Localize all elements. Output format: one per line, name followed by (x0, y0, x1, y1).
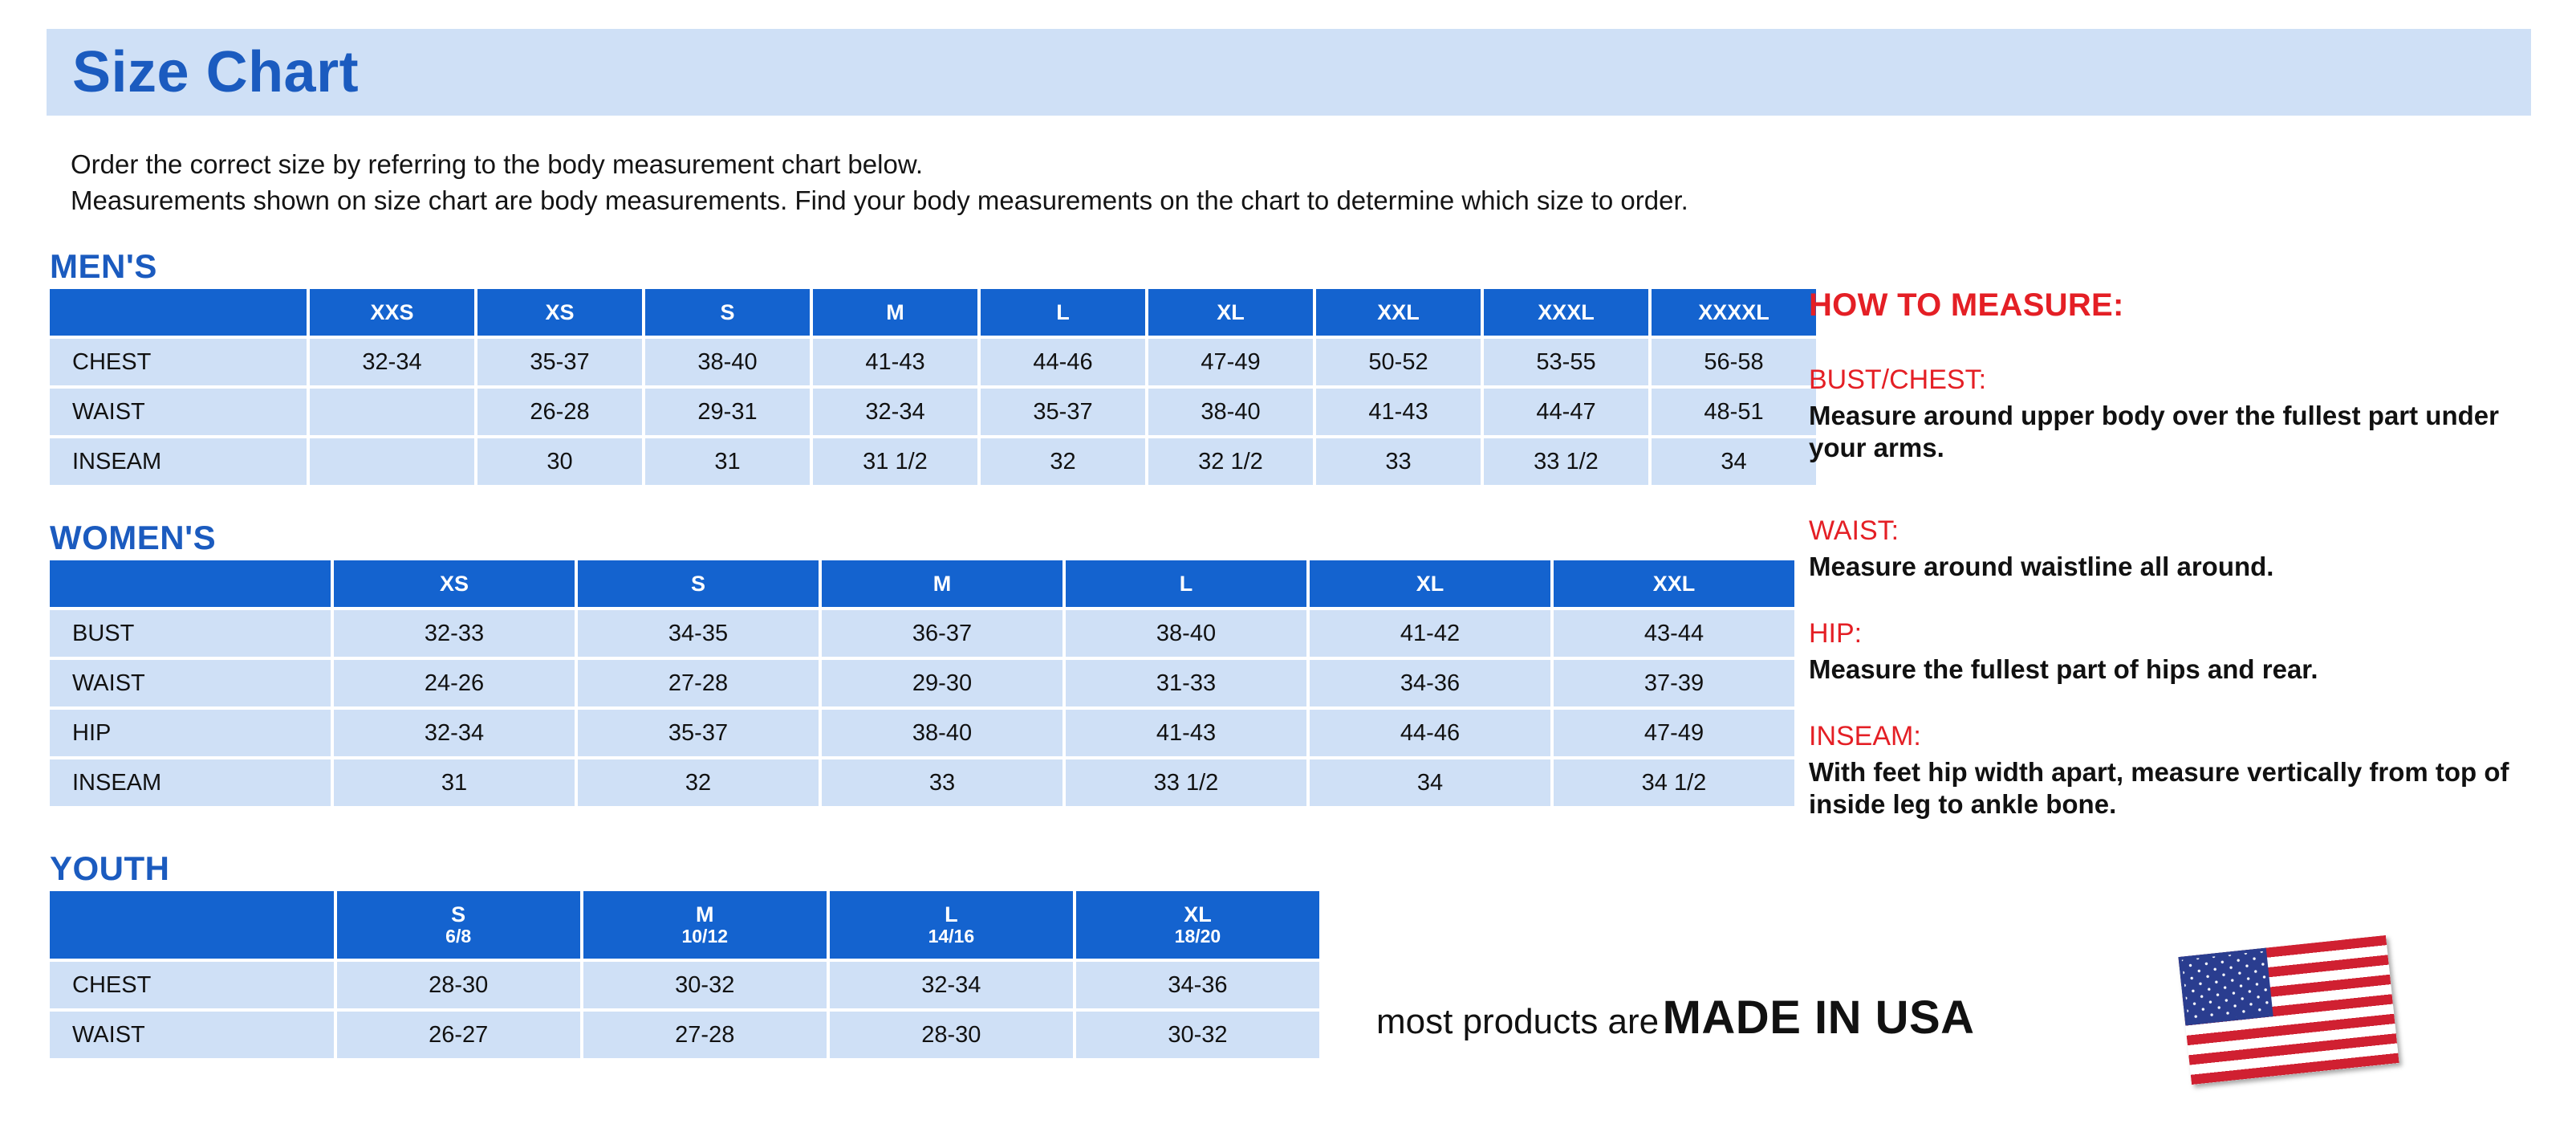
row-label-bust: BUST (50, 610, 331, 657)
cell: 38-40 (1066, 610, 1306, 657)
cell: 32 1/2 (1148, 438, 1313, 485)
cell: 31 (334, 759, 575, 806)
cell: 41-42 (1310, 610, 1550, 657)
column-header-s-main: S (451, 902, 466, 926)
row-label-waist: WAIST (50, 389, 307, 435)
cell: 44-46 (981, 339, 1145, 385)
page-title: Size Chart (72, 40, 360, 104)
column-header-m: M (822, 560, 1062, 607)
cell: 27-28 (583, 1012, 827, 1058)
measure-heading-waist: WAIST: (1809, 515, 1899, 546)
cell: 30-32 (1076, 1012, 1319, 1058)
cell: 31 (645, 438, 810, 485)
cell: 26-27 (337, 1012, 580, 1058)
section-title-womens: WOMEN'S (50, 519, 217, 556)
table-corner-cell (50, 891, 334, 959)
column-header-xxs: XXS (310, 289, 474, 336)
cell: 35-37 (981, 389, 1145, 435)
table-row (50, 438, 1816, 485)
cell: 38-40 (822, 710, 1062, 756)
cell: 44-47 (1484, 389, 1648, 435)
row-label-waist: WAIST (50, 660, 331, 706)
made-in-usa-prefix: most products are (1376, 1002, 1660, 1041)
usa-flag-icon (2178, 935, 2399, 1085)
row-label-chest: CHEST (50, 339, 307, 385)
column-header-xl (1076, 891, 1319, 959)
table-row (50, 1012, 1319, 1058)
intro-line-2: Measurements shown on size chart are body measurements. Find your body measurements on the chart to determine which size to order. (71, 185, 1688, 215)
row-label-chest: CHEST (50, 962, 334, 1008)
table-row (50, 759, 1794, 806)
measure-heading-hip: HIP: (1809, 618, 1863, 649)
cell: 28-30 (337, 962, 580, 1008)
womens-size-table (47, 557, 1798, 809)
flag-canton (2178, 948, 2273, 1026)
column-header-xxxl: XXXL (1484, 289, 1648, 336)
measure-body-bust-chest: Measure around upper body over the fullest part under your arms. (1809, 401, 2499, 462)
cell: 34-36 (1076, 962, 1319, 1008)
mens-size-table (47, 286, 1819, 488)
table-row (50, 610, 1794, 657)
table-header-row (50, 289, 1816, 336)
table-header-row (50, 891, 1319, 959)
table-row (50, 660, 1794, 706)
column-header-xxxxl: XXXXL (1652, 289, 1816, 336)
cell: 38-40 (1148, 389, 1313, 435)
measure-item-bust-chest (1809, 363, 2563, 464)
column-header-m-sub: 10/12 (681, 926, 729, 947)
cell: 32-33 (334, 610, 575, 657)
cell: 35-37 (477, 339, 642, 385)
cell: 24-26 (334, 660, 575, 706)
table-row (50, 389, 1816, 435)
column-header-s: S (645, 289, 810, 336)
column-header-xxl: XXL (1316, 289, 1481, 336)
cell: 29-31 (645, 389, 810, 435)
row-label-inseam: INSEAM (50, 438, 307, 485)
column-header-l: L (1066, 560, 1306, 607)
cell: 32-34 (334, 710, 575, 756)
cell: 34 (1310, 759, 1550, 806)
column-header-l-sub: 14/16 (928, 926, 975, 947)
youth-size-table (47, 888, 1323, 1061)
column-header-m: M (813, 289, 977, 336)
cell: 33 (1316, 438, 1481, 485)
measure-item-inseam (1809, 719, 2563, 820)
column-header-l-main: L (945, 902, 958, 926)
row-label-hip: HIP (50, 710, 331, 756)
measure-body-hip: Measure the fullest part of hips and rear. (1809, 654, 2318, 684)
section-title-youth: YOUTH (50, 849, 170, 887)
cell: 26-28 (477, 389, 642, 435)
cell: 36-37 (822, 610, 1062, 657)
cell: 34 1/2 (1554, 759, 1794, 806)
intro-text (71, 146, 2526, 218)
cell: 32-34 (310, 339, 474, 385)
how-to-measure-title: HOW TO MEASURE: (1809, 287, 2124, 323)
column-header-l (830, 891, 1073, 959)
cell (310, 389, 474, 435)
table-row (50, 962, 1319, 1008)
cell: 34 (1652, 438, 1816, 485)
cell: 30-32 (583, 962, 827, 1008)
cell: 50-52 (1316, 339, 1481, 385)
cell: 38-40 (645, 339, 810, 385)
cell: 33 1/2 (1484, 438, 1648, 485)
cell: 47-49 (1554, 710, 1794, 756)
column-header-xl-sub: 18/20 (1174, 926, 1221, 947)
cell: 47-49 (1148, 339, 1313, 385)
cell: 33 (822, 759, 1062, 806)
measure-body-inseam: With feet hip width apart, measure vertically from top of inside leg to ankle bone. (1809, 757, 2509, 819)
cell: 41-43 (1316, 389, 1481, 435)
measure-item-waist (1809, 514, 2563, 583)
cell: 29-30 (822, 660, 1062, 706)
intro-line-1: Order the correct size by referring to the body measurement chart below. (71, 149, 923, 179)
column-header-xs: XS (334, 560, 575, 607)
cell: 44-46 (1310, 710, 1550, 756)
measure-item-hip (1809, 617, 2563, 686)
cell: 32 (578, 759, 819, 806)
column-header-xl: XL (1148, 289, 1313, 336)
made-in-usa-emphasis: MADE IN USA (1662, 992, 1975, 1044)
column-header-s: S (578, 560, 819, 607)
cell: 35-37 (578, 710, 819, 756)
measure-heading-inseam: INSEAM: (1809, 721, 1921, 751)
column-header-s (337, 891, 580, 959)
cell: 37-39 (1554, 660, 1794, 706)
cell: 32-34 (813, 389, 977, 435)
cell: 34-35 (578, 610, 819, 657)
cell: 41-43 (1066, 710, 1306, 756)
table-header-row (50, 560, 1794, 607)
cell: 31-33 (1066, 660, 1306, 706)
cell: 33 1/2 (1066, 759, 1306, 806)
row-label-inseam: INSEAM (50, 759, 331, 806)
cell: 53-55 (1484, 339, 1648, 385)
column-header-m (583, 891, 827, 959)
cell: 43-44 (1554, 610, 1794, 657)
cell: 30 (477, 438, 642, 485)
made-in-usa-line (1376, 991, 1975, 1044)
cell: 32-34 (830, 962, 1073, 1008)
column-header-m-main: M (696, 902, 714, 926)
cell: 27-28 (578, 660, 819, 706)
measure-heading-bust-chest: BUST/CHEST: (1809, 364, 1987, 395)
cell: 32 (981, 438, 1145, 485)
column-header-s-sub: 6/8 (445, 926, 472, 947)
cell: 28-30 (830, 1012, 1073, 1058)
cell: 34-36 (1310, 660, 1550, 706)
header-band (47, 29, 2531, 116)
table-corner-cell (50, 289, 307, 336)
column-header-xs: XS (477, 289, 642, 336)
flag-stars (2182, 951, 2270, 1022)
column-header-xxl: XXL (1554, 560, 1794, 607)
cell: 56-58 (1652, 339, 1816, 385)
cell (310, 438, 474, 485)
cell: 31 1/2 (813, 438, 977, 485)
row-label-waist: WAIST (50, 1012, 334, 1058)
column-header-xl-main: XL (1184, 902, 1212, 926)
cell: 41-43 (813, 339, 977, 385)
table-corner-cell (50, 560, 331, 607)
cell: 48-51 (1652, 389, 1816, 435)
section-title-mens: MEN'S (50, 247, 157, 285)
measure-body-waist: Measure around waistline all around. (1809, 552, 2274, 581)
table-row (50, 710, 1794, 756)
table-row (50, 339, 1816, 385)
column-header-xl: XL (1310, 560, 1550, 607)
column-header-l: L (981, 289, 1145, 336)
